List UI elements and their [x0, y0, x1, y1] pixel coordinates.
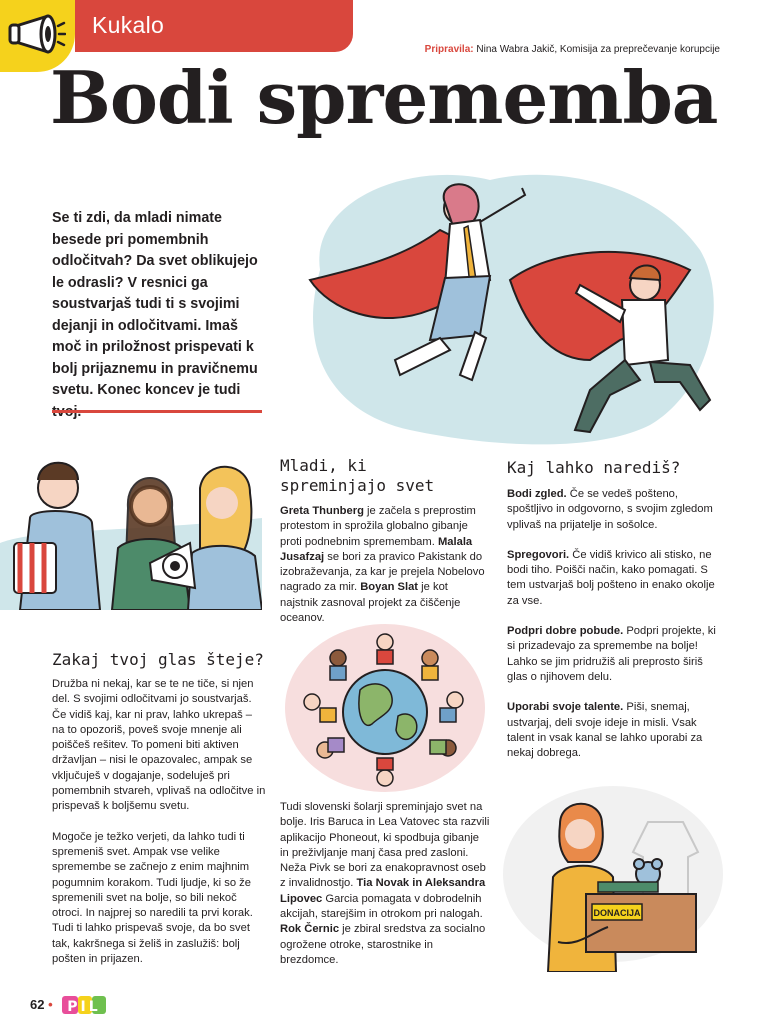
- youth-paragraph-1: [280, 504, 488, 626]
- todo-item-lead: Uporabi svoje talente.: [507, 701, 624, 714]
- credit-label: Pripravila:: [424, 44, 474, 55]
- donation-box-illustration: [498, 782, 728, 972]
- todo-item-text: Piši, snemaj, ustvarjaj, deli svoje ideje in misli. Vsak talent in vsak kanal se lahko uporabi za nekaj dobrega.: [507, 701, 703, 760]
- intro-lead: Se ti zdi, da mladi nimate besede pri pomembnih odločitvah? Da svet oblikujejo le odrasli? V resnici ga soustvarjaš tudi ti s svojimi dejanji in odločitvami. Imaš moč in priložnost prispevati k bolj prijaznemu in pravičnemu svetu. Konec koncev je tudi: [52, 210, 258, 398]
- person-description: Garcia pomagata v dobrodelnih akcijah, starejšim in otrokom pri nalogah.: [280, 892, 483, 921]
- superheroes-illustration: [290, 160, 730, 450]
- todo-item: [507, 487, 719, 533]
- todo-item: [507, 700, 719, 761]
- donation-label: DONACIJA: [593, 908, 641, 918]
- person-description: je kot najstnik zasnoval projekt za čiščenje oceanov.: [280, 581, 461, 625]
- person-name: Rok Černic: [280, 923, 340, 936]
- todo-item-text: Podpri projekte, ki si prizadevajo za spremembe na bolje! Lahko se jim pridružiš ali preprosto širiš glas o njihovem delu.: [507, 625, 716, 683]
- intro-divider: [52, 410, 262, 413]
- youth-heading: Mladi, ki spreminjajo svet: [280, 456, 435, 495]
- why-paragraph-1: Družba ni nekaj, kar se te ne tiče, si njen del. S svojimi odločitvami jo soustvarjaš. Če vidiš kaj, kar ni prav, lahko ukrepaš – na to opozoriš, poveš svoje mnenje ali poiščeš rešitev. To pomeni biti aktiven državljan – nisi le opazovalec, ampak se vključuješ v dogajanje, sodeluješ pri pomembnih stvareh, vplivaš na odločitve in prispevaš k boljšemu svetu.: [52, 678, 266, 813]
- todo-item-lead: Bodi zgled.: [507, 488, 567, 500]
- person-description: se bori za pravico Pakistank do izobraževanja, za kar je prejela Nobelovo nagrado za mir.: [280, 550, 485, 594]
- todo-item: [507, 624, 719, 685]
- logo-text: PIL: [67, 999, 101, 1015]
- magazine-logo: [62, 994, 124, 1016]
- why-heading: Zakaj tvoj glas šteje?: [52, 650, 264, 669]
- todo-list: [507, 487, 719, 776]
- todo-item: [507, 548, 719, 609]
- person-name: Malala Jusafzaj: [280, 535, 473, 563]
- todo-item-lead: Spregovori.: [507, 548, 570, 561]
- youth-paragraph-2: [280, 800, 490, 968]
- section-label: Kukalo: [92, 12, 165, 38]
- slovenian-students-text: Tudi slovenski šolarji spreminjajo svet na bolje. Iris Baruca in Lea Vatovec sta razvili aplikacijo Phoneout, ki spodbuja gibanje in preživljanje manj časa pred zasloni. Neža Pivk se bori za enakopravnost oseb z invalidnostjo.: [280, 801, 490, 890]
- credit-text: Nina Wabra Jakič, Komisija za preprečevanje korupcije: [476, 44, 720, 55]
- why-body: [52, 677, 266, 982]
- person-name: Greta Thunberg: [280, 505, 364, 517]
- page-number-dot: •: [44, 997, 53, 1012]
- author-credit: [425, 44, 720, 55]
- page-number-value: 62: [30, 997, 45, 1012]
- person-description: je začela s preprostim protestom in sprožila globalno gibanje proti podnebnim spremembam.: [280, 505, 476, 548]
- why-paragraph-2: Mogoče je težko verjeti, da lahko tudi ti spremeniš svet. Ampak vse velike spremembe se začnejo z enim majhnim pogumnim korakom. Tudi ljudje, ki so že spremenili svet na bolje, so bili nekoč otroci. In najprej so naredili ta prvi korak. Tudi ti lahko prispevaš svoje, da bo svet tak, kakršnega si želiš in zaslužiš: bolj pošten in prijazen.: [52, 830, 253, 966]
- megaphone-icon: [8, 12, 66, 58]
- person-name: Boyan Slat: [360, 581, 419, 594]
- page-number: [30, 997, 53, 1012]
- kids-megaphone-illustration: [0, 448, 262, 610]
- todo-item-lead: Podpri dobre pobude.: [507, 625, 624, 638]
- person-description: je zbiral sredstva za socialno ogrožene otroke, starostnike in brezdomce.: [280, 923, 486, 966]
- todo-heading: Kaj lahko narediš?: [507, 458, 681, 477]
- todo-item-text: Če vidiš krivico ali stisko, ne bodi tiho. Poišči način, kako pomagati. S tem ustvarjaš bolj pošteno in enako okolje za vse.: [507, 548, 715, 607]
- person-name: Tia Novak in Aleksandra Lipovec: [280, 877, 486, 905]
- globe-children-illustration: [280, 620, 490, 795]
- page-title: Bodi sprememba: [50, 55, 718, 140]
- todo-item-text: Če se vedeš pošteno, spoštljivo in odgovorno, s svojim zgledom vplivaš na prijatelje in sošolce.: [507, 488, 713, 531]
